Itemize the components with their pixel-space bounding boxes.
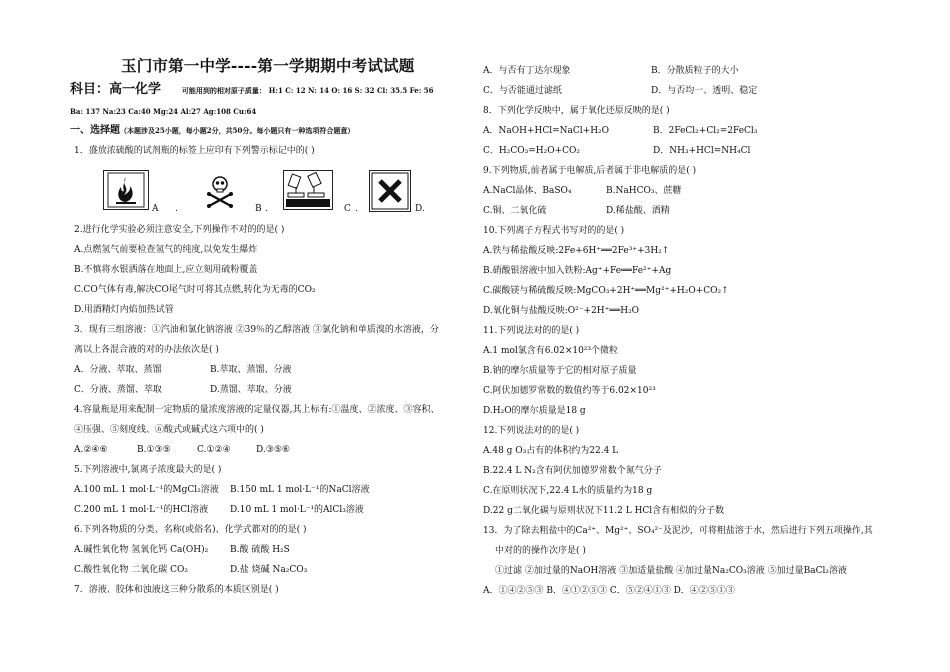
q6-option-a: A.碱性氧化物 氢氧化钙 Ca(OH)₂ — [74, 545, 209, 555]
q7-option-d: D．与否均一、透明、稳定 — [651, 86, 758, 96]
atomic-masses-1: H:1 C: 12 N: 14 O: 16 S: 32 Cl: 35.5 Fe: 56 — [268, 86, 434, 95]
q12-option-b: B.22.4 L N₂含有阿伏加德罗常数个氮气分子 — [483, 466, 662, 476]
q8-option-a: A．NaOH+HCl=NaCl+H₂O — [483, 126, 610, 136]
q8-option-d: D．NH₃+HCl=NH₄Cl — [653, 146, 751, 156]
flammable-icon — [103, 170, 149, 210]
q6-stem: 6.下列各物质的分类、名称(或俗名)、化学式都对的的是( ) — [74, 525, 307, 535]
toxic-icon — [198, 170, 243, 210]
q5-option-d: D.10 mL 1 mol·L⁻¹的AlCl₃溶液 — [230, 505, 364, 515]
q4-option-a: A.②④⑥ — [74, 445, 108, 455]
q2-option-c: C.CO气体有毒,解决CO尾气时可将其点燃,转化为无毒的CO₂ — [74, 285, 316, 295]
q5-option-c: C.200 mL 1 mol·L⁻¹的HCl溶液 — [74, 505, 209, 515]
q10-stem: 10.下列离子方程式书写对的的是( ) — [483, 226, 625, 236]
subject-label: 科目：高一化学 — [70, 82, 162, 97]
q3-option-b: B.萃取、蒸馏、分液 — [210, 365, 292, 375]
q13-operations: ①过滤 ②加过量的NaOH溶液 ③加适量盐酸 ④加过量Na₂CO₃溶液 ⑤加过量BaCl₂溶液 — [495, 566, 847, 576]
q9-stem: 9.下列物质,前者属于电解质,后者属于非电解质的是( ) — [483, 166, 697, 176]
q11-stem: 11.下列说法对的的是( ) — [483, 326, 580, 336]
q8-option-b: B．2FeCl₂+Cl₂=2FeCl₃ — [653, 126, 758, 136]
q12-option-c: C.在原则状况下,22.4 L水的质量约为18 g — [483, 486, 653, 496]
q11-option-b: B.钠的摩尔质量等于它的相对原子质量 — [483, 366, 637, 376]
q10-option-d: D.氧化铜与盐酸反映:O²⁻+2H⁺══H₂O — [483, 306, 640, 316]
q3-stem-2: 离以上各混合液的对的办法依次是( ) — [74, 345, 219, 355]
q3-option-a: A．分液、萃取、蒸馏 — [74, 365, 162, 375]
q1-label-d: D. — [415, 204, 425, 214]
q7-option-c: C．与否能通过滤纸 — [483, 86, 562, 96]
q4-stem-1: 4.容量瓶是用来配制一定物质的量浓度溶液的定量仪器,其上标有:①温度、②浓度、③容积、 — [74, 405, 440, 415]
corrosive-icon — [283, 170, 333, 210]
q8-stem: 8．下列化学反映中，属于氧化还原反映的是( ) — [483, 106, 670, 116]
q12-option-a: A.48 g O₃占有的体积约为22.4 L — [483, 446, 619, 456]
q9-option-c: C.铜、二氧化硫 — [483, 206, 547, 216]
q7-stem: 7．溶液、胶体和浊液这三种分散系的本质区别是( ) — [74, 585, 279, 595]
q3-option-d: D.蒸馏、萃取、分液 — [210, 385, 292, 395]
atomic-masses-2: Ba: 137 Na:23 Ca:40 Mg:24 Al:27 Ag:108 Cu:64 — [70, 107, 257, 116]
q4-stem-2: ④压强、⑤刻度线、⑥酸式或碱式这六项中的( ) — [74, 425, 264, 435]
q1-stem: 1．盛放浓硫酸的试剂瓶的标签上应印有下列警示标记中的( ) — [74, 146, 315, 156]
q6-option-d: D.盐 烧碱 Na₂CO₃ — [230, 565, 308, 575]
q1-label-a: A — [152, 204, 159, 214]
q11-option-d: D.H₂O的摩尔质量是18 g — [483, 406, 586, 416]
q9-option-b: B.NaHCO₃、蔗糖 — [606, 186, 682, 196]
q13-stem-1: 13．为了除去粗盐中的Ca²⁺、Mg²⁺、SO₄²⁻及泥沙，可将粗盐溶于水，然后进行下列五项操作,其 — [483, 526, 873, 536]
section-title: 一、选择题 — [70, 125, 120, 136]
q3-stem-1: 3．现有三组溶液：①汽油和氯化钠溶液 ②39％的乙醇溶液 ③氯化钠和单质溴的水溶液，分 — [74, 325, 439, 335]
q7-option-b: B．分散质粒子的大小 — [651, 66, 739, 76]
q13-answers: A．①④②⑤③ B．④①②⑤③ C．⑤②④①③ D．④②⑤①③ — [483, 586, 735, 596]
q1-label-b: B — [255, 204, 262, 214]
q2-option-a: A.点燃氢气前要检查氢气的纯度,以免发生爆炸 — [74, 245, 258, 255]
harmful-x-icon — [369, 170, 411, 212]
q8-option-c: C．H₂CO₃=H₂O+CO₂ — [483, 146, 581, 156]
q9-option-a: A.NaCl晶体、BaSO₄ — [483, 186, 572, 196]
q1-label-c-dot: . — [355, 204, 358, 214]
q12-option-d: D.22 g二氧化碳与原则状况下11.2 L HCl含有相似的分子数 — [483, 506, 725, 516]
q1-label-b-dot: . — [265, 204, 268, 214]
q11-option-a: A.1 mol氯含有6.02×10²³个微粒 — [483, 346, 619, 356]
q10-option-b: B.硝酸银溶液中加入铁粉:Ag⁺+Fe══Fe²⁺+Ag — [483, 266, 672, 276]
q1-label-a-dot: . — [175, 204, 178, 214]
q4-option-b: B.①③⑤ — [137, 445, 171, 455]
q10-option-c: C.碳酸镁与稀硫酸反映:MgCO₃+2H⁺══Mg²⁺+H₂O+CO₂↑ — [483, 286, 729, 296]
q2-stem: 2.进行化学实验必须注意安全,下列操作不对的的是( ) — [74, 225, 285, 235]
q6-option-b: B.酸 硫酸 H₂S — [230, 545, 290, 555]
q5-option-b: B.150 mL 1 mol·L⁻¹的NaCl溶液 — [230, 485, 370, 495]
q11-option-c: C.阿伏加德罗常数的数值约等于6.02×10²³ — [483, 386, 656, 396]
q2-option-d: D.用酒精灯内焰加热试管 — [74, 305, 174, 315]
q5-stem: 5.下列溶液中,氯离子浓度最大的是( ) — [74, 465, 222, 475]
section-note: （本题涉及25小题，每小题2分，共50分。每小题只有一种选项符合题意） — [120, 126, 355, 135]
q9-option-d: D.稀盐酸、酒精 — [606, 206, 670, 216]
q1-label-c: C — [344, 204, 351, 214]
page-title: 玉门市第一中学----第一学期期中考试试题 — [121, 56, 415, 75]
q3-option-c: C．分液、蒸馏、萃取 — [74, 385, 162, 395]
q7-option-a: A．与否有丁达尔现象 — [483, 66, 571, 76]
q13-stem-2: 中对的的操作次序是( ) — [495, 546, 586, 556]
q6-option-c: C.酸性氧化物 二氧化碳 CO₂ — [74, 565, 189, 575]
q5-option-a: A.100 mL 1 mol·L⁻¹的MgCl₂溶液 — [74, 485, 219, 495]
q2-option-b: B.不慎将水银洒落在地面上,应立刻用硫粉覆盖 — [74, 265, 258, 275]
section-heading — [70, 125, 354, 137]
q4-option-d: D.③⑤⑥ — [256, 445, 290, 455]
atomic-mass-label: 可能用到的相对原子质量： — [181, 86, 266, 95]
subject-line — [70, 84, 433, 97]
q10-option-a: A.铁与稀盐酸反映:2Fe+6H⁺══2Fe³⁺+3H₂↑ — [483, 246, 670, 256]
q4-option-c: C.①②④ — [197, 445, 231, 455]
q12-stem: 12.下列说法对的的是( ) — [483, 426, 580, 436]
